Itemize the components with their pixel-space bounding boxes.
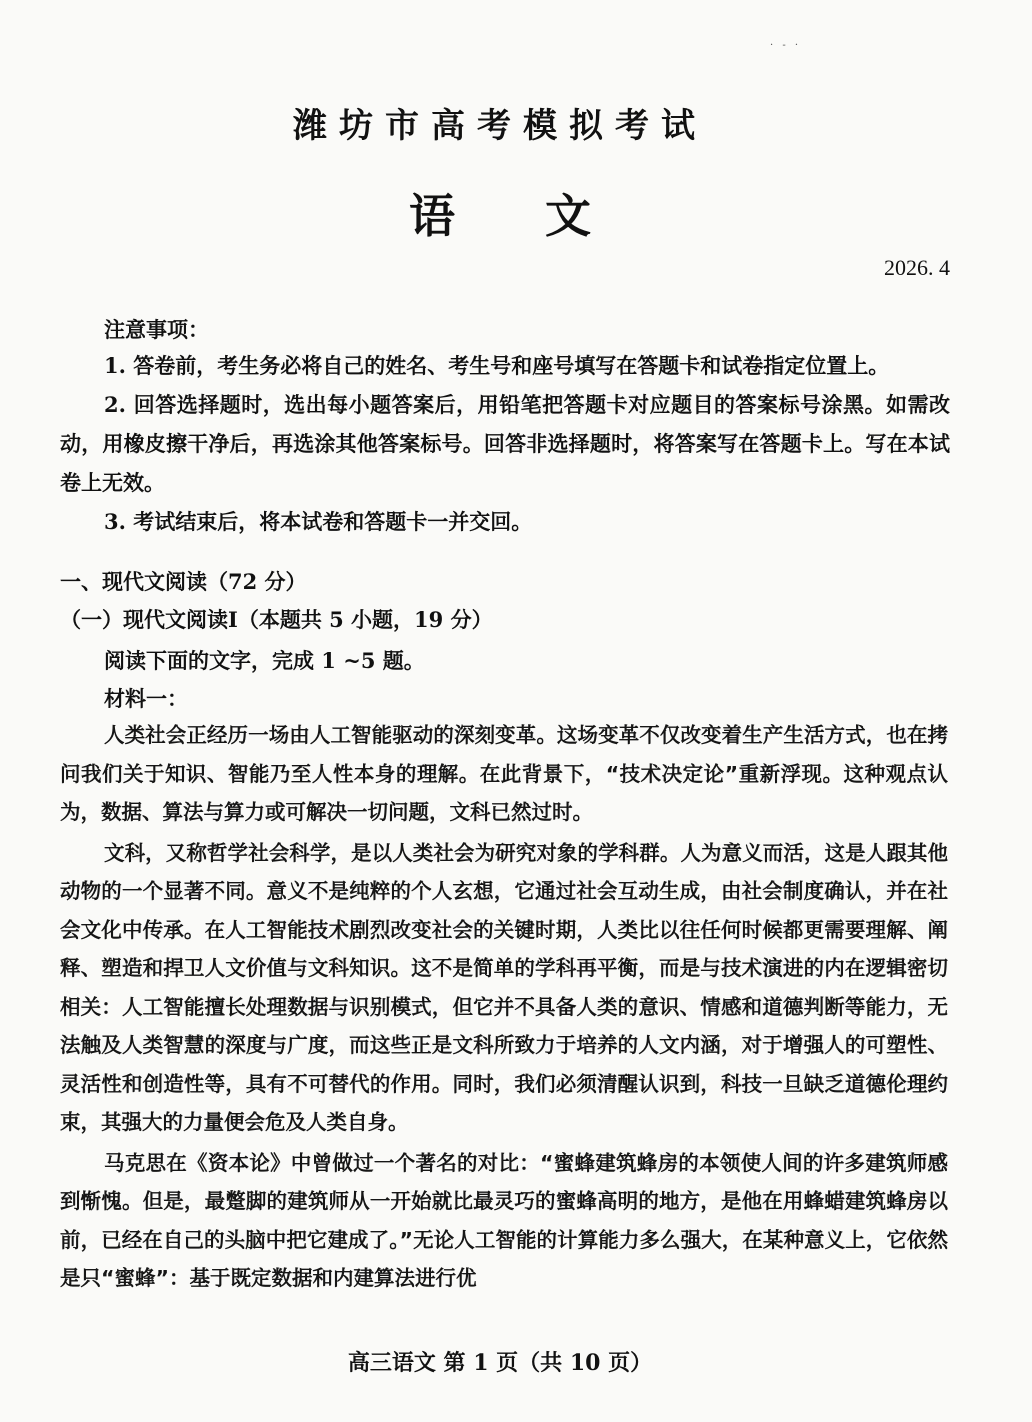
material-label: 材料一： [104,686,188,711]
notice-item-1: 1. 答卷前，考生务必将自己的姓名、考生号和座号填写在答题卡和试卷指定位置上。 [104,353,890,378]
page-footer: 高三语文 第 1 页（共 10 页） [347,1350,653,1376]
notice-item-2: 2. 回答选择题时，选出每小题答案后，用铅笔把答题卡对应题目的答案标号涂黑。如需改动，用橡皮擦干净后，再选涂其他答案标号。回答非选择题时，将答案写在答题卡上。写在本试卷上无效。 [60,392,950,495]
passage-paragraph-2: 文科，又称哲学社会科学，是以人类社会为研究对象的学科群。人为意义而活，这是人跟其他动物的一个显著不同。意义不是纯粹的个人玄想，它通过社会互动生成，由社会制度确认，并在社会文化中传承。在人工智能技术剧烈改变社会的关键时期，人类比以往任何时候都更需要理解、阐释、塑造和捍卫人文价值与文科知识。这不是简单的学科再平衡，而是与技术演进的内在逻辑密切相关：人工智能擅长处理数据与识别模式，但它并不具备人类的意识、情感和道德判断等能力，无法触及人类智慧的深度与广度，而这些正是文科所致力于培养的人文内涵，对于增强人的可塑性、灵活性和创造性等，具有不可替代的作用。同时，我们必须清醒认识到，科技一旦缺乏道德伦理约束，其强大的力量便会危及人类自身。 [60,840,948,1134]
passage-paragraph-3: 马克思在《资本论》中曾做过一个著名的对比：“蜜蜂建筑蜂房的本领使人间的许多建筑师感到惭愧。但是，最蹩脚的建筑师从一开始就比最灵巧的蜜蜂高明的地方，是他在用蜂蜡建筑蜂房以前，已经在自己的头脑中把它建成了。”无论人工智能的计算能力多么强大，在某种意义上，它依然是只“蜜蜂”：基于既定数据和内建算法进行优 [60,1150,948,1290]
passage [60,716,948,1298]
passage-paragraph-1: 人类社会正经历一场由人工智能驱动的深刻变革。这场变革不仅改变着生产生活方式，也在拷问我们关于知识、智能乃至人性本身的理解。在此背景下，“技术决定论”重新浮现。这种观点认为，数据、算法与算力或可解决一切问题，文科已然过时。 [60,723,948,824]
subsection-title: （一）现代文阅读Ⅰ（本题共 5 小题，19 分） [60,607,493,632]
exam-date: 2026. 4 [884,255,950,280]
exam-title: 潍坊市高考模拟考试 [293,106,707,146]
notice-heading: 注意事项： [104,317,209,342]
reading-instruction: 阅读下面的文字，完成 1 ~5 题。 [104,648,425,673]
subject-title: 语文 [409,189,681,243]
section-title: 一、现代文阅读（72 分） [60,569,307,594]
scan-mark: · - · [770,40,802,51]
notice-item-3: 3. 考试结束后，将本试卷和答题卡一并交回。 [104,509,533,534]
notice-list [60,346,950,541]
